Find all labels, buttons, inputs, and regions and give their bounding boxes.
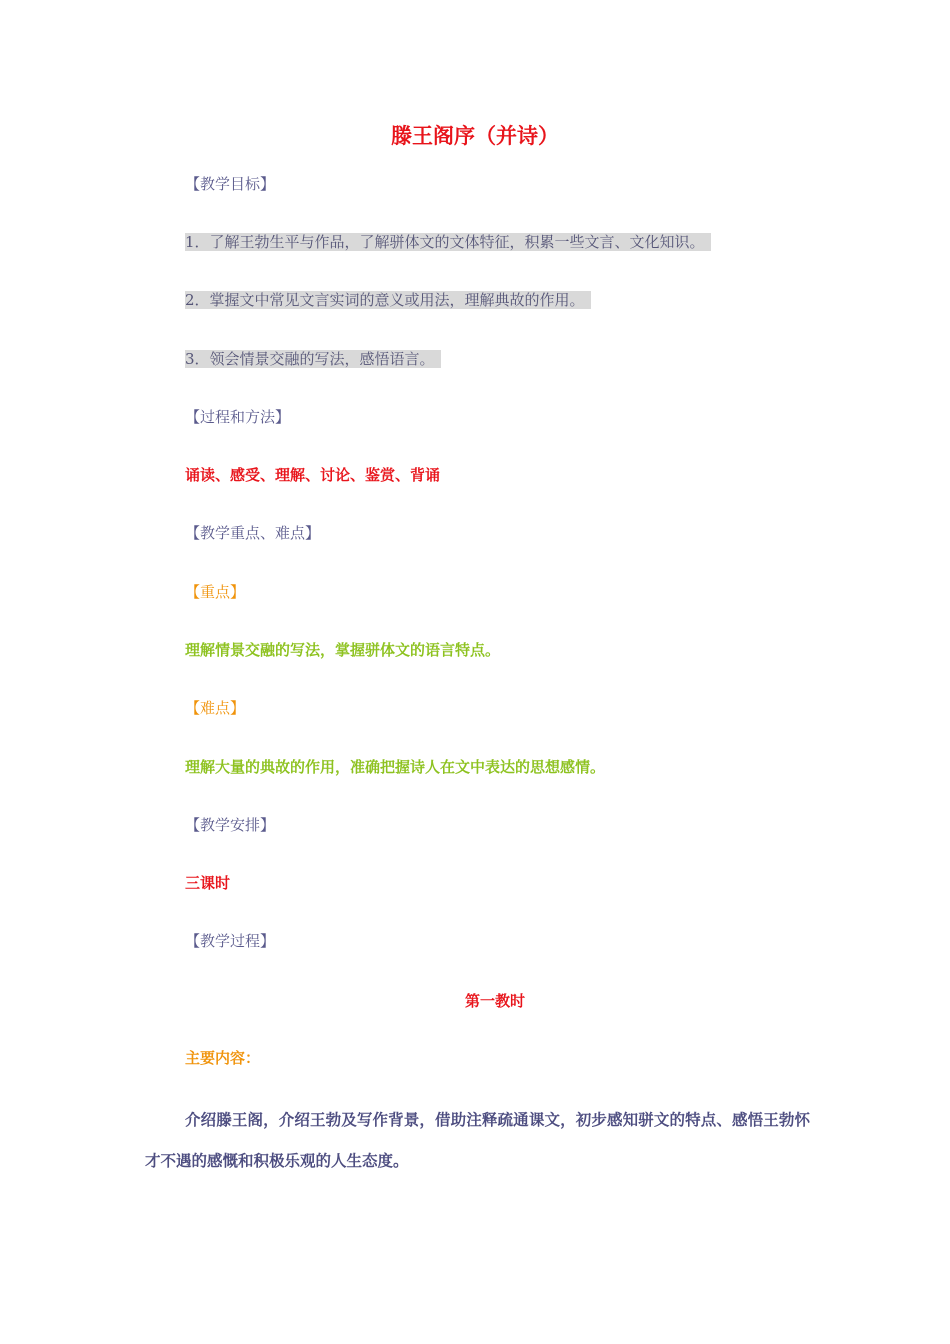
- objective-item: [185, 232, 711, 252]
- difficult-text: 理解大量的典故的作用，准确把握诗人在文中表达的思想感情。: [185, 758, 606, 776]
- objective-item: [185, 290, 591, 310]
- main-content-paragraph: 介绍滕王阁，介绍王勃及写作背景，借助注释疏通课文，初步感知骈文的特点、感悟王勃怀才不遇的感慨和积极乐观的人生态度。: [145, 1111, 810, 1170]
- objective-text: 2．掌握文中常见文言实词的意义或用法，理解典故的作用。: [185, 291, 591, 309]
- main-content-label: 主要内容：: [185, 1049, 261, 1067]
- key-difficult-label: 【教学重点、难点】: [185, 524, 321, 542]
- objective-item: [185, 349, 441, 369]
- key-text: 理解情景交融的写法，掌握骈体文的语言特点。: [185, 641, 501, 659]
- process-method-text: 诵读、感受、理解、讨论、鉴赏、背诵: [185, 466, 441, 484]
- key-label: 【重点】: [185, 583, 246, 601]
- process-label: 【教学过程】: [185, 932, 276, 950]
- objectives-label: 【教学目标】: [185, 175, 276, 193]
- objective-text: 3．领会情景交融的写法，感悟语言。: [185, 350, 441, 368]
- objective-text: 1．了解王勃生平与作品，了解骈体文的文体特征，积累一些文言、文化知识。: [185, 233, 711, 251]
- arrangement-text: 三课时: [185, 874, 231, 892]
- difficult-label: 【难点】: [185, 699, 246, 717]
- arrangement-label: 【教学安排】: [185, 816, 276, 834]
- process-method-label: 【过程和方法】: [185, 408, 291, 426]
- first-period-heading: 第一教时: [464, 992, 525, 1010]
- document-title: 滕王阁序（并诗）: [391, 124, 559, 148]
